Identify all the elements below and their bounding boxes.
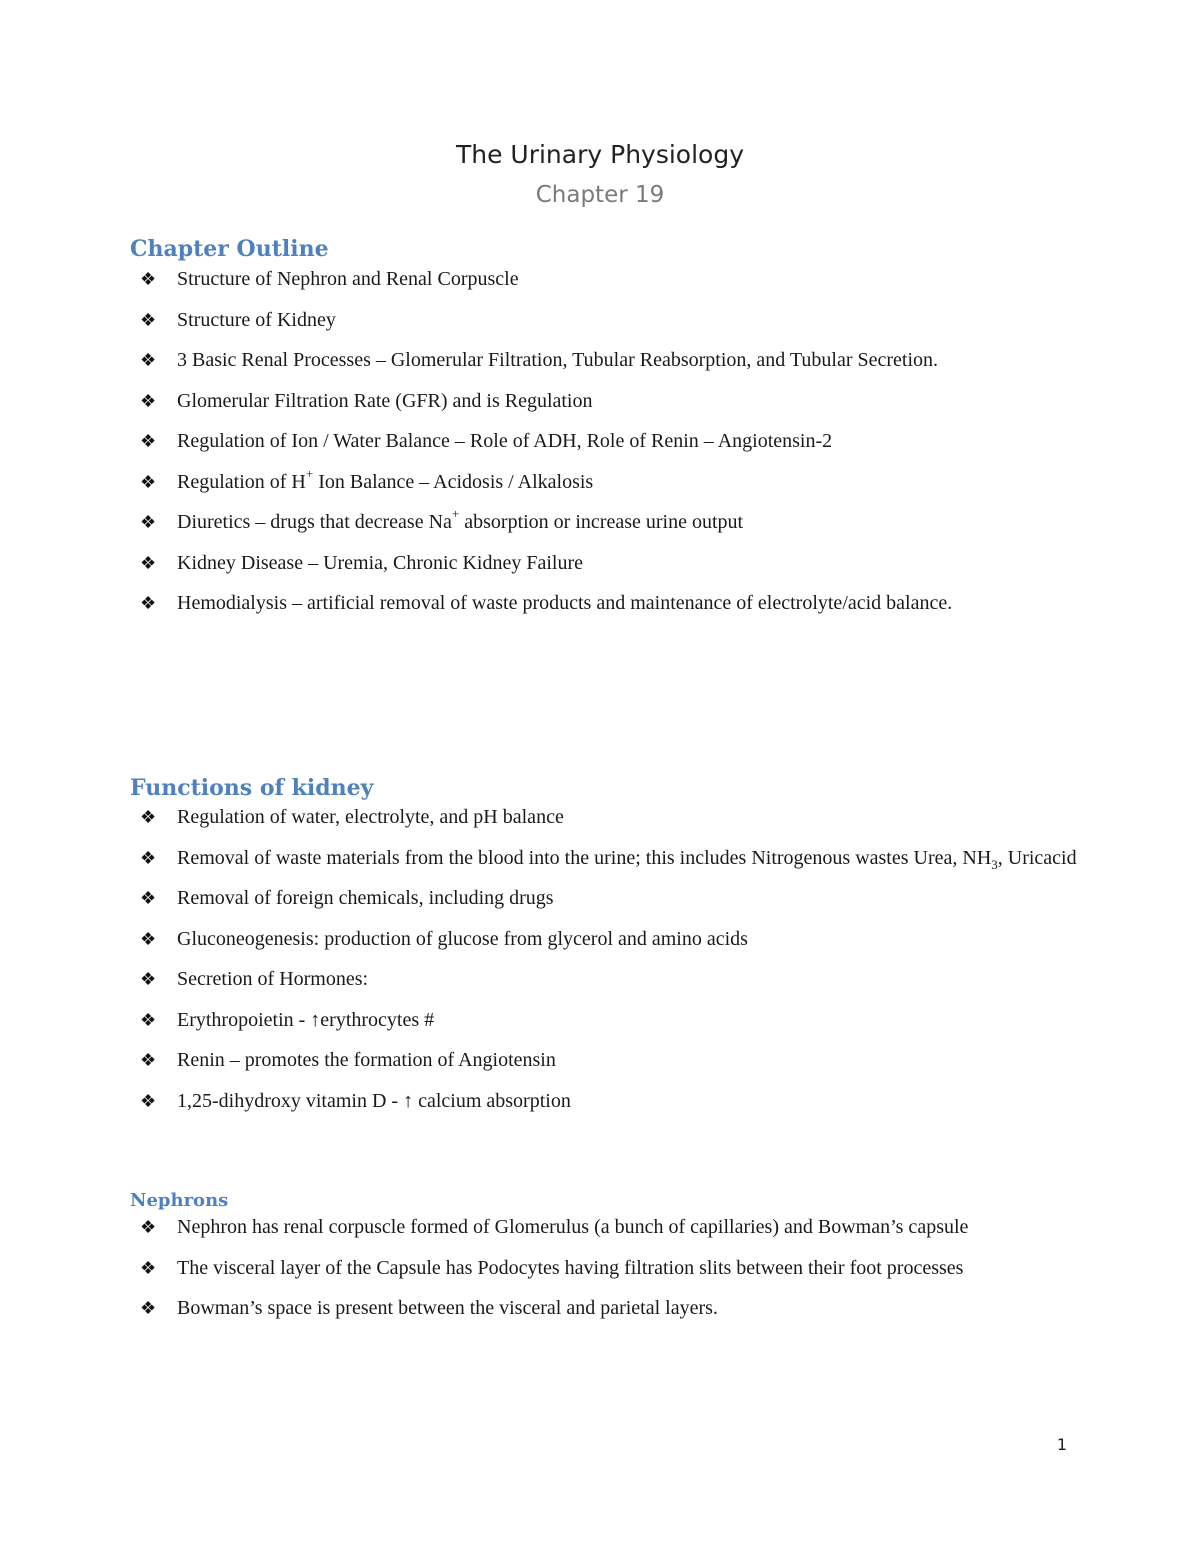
list-item-text: Regulation of water, electrolyte, and pH balance xyxy=(177,806,564,828)
list-item-text: Gluconeogenesis: production of glucose from glycerol and amino acids xyxy=(177,927,748,950)
list-item xyxy=(140,381,1080,422)
diamond-bullet-icon: ❖ xyxy=(140,350,157,370)
diamond-bullet-icon: ❖ xyxy=(140,928,157,949)
list-item xyxy=(140,1000,1080,1041)
diamond-bullet-icon: ❖ xyxy=(140,1009,157,1030)
list-item xyxy=(140,421,1080,462)
list-item-text: 3 Basic Renal Processes – Glomerular Filtration, Tubular Reabsorption, and Tubular Secretion. xyxy=(177,349,939,371)
diamond-bullet-icon: ❖ xyxy=(140,552,157,573)
list-item-text: Hemodialysis – artificial removal of waste products and maintenance of electrolyte/acid balance. xyxy=(177,592,953,614)
list-item-text: Glomerular Filtration Rate (GFR) and is Regulation xyxy=(177,389,593,412)
superscript: + xyxy=(451,506,460,522)
list-item-text: The visceral layer of the Capsule has Podocytes having filtration slits between their foot processes xyxy=(177,1256,964,1279)
list-item-text: absorption or increase urine output xyxy=(459,511,744,533)
list-item-text: Removal of foreign chemicals, including drugs xyxy=(177,887,554,909)
list-item xyxy=(140,1207,1080,1248)
superscript: + xyxy=(305,465,314,481)
list-item-text: Ion Balance – Acidosis / Alkalosis xyxy=(313,470,594,493)
list-item xyxy=(140,797,1080,838)
list-item-text: Kidney Disease – Uremia, Chronic Kidney Failure xyxy=(177,551,584,574)
list-item-text: Structure of Nephron and Renal Corpuscle xyxy=(177,268,519,290)
list-item-text: Secretion of Hormones: xyxy=(177,968,369,990)
diamond-bullet-icon: ❖ xyxy=(140,969,157,989)
document-subtitle: Chapter 19 xyxy=(535,182,665,208)
list-item-text: Nephron has renal corpuscle formed of Glomerulus (a bunch of capillaries) and Bowman’s capsule xyxy=(177,1216,969,1238)
diamond-bullet-icon: ❖ xyxy=(140,888,157,908)
diamond-bullet-icon: ❖ xyxy=(140,512,157,532)
list-item xyxy=(140,502,1080,543)
list-item xyxy=(140,919,1080,960)
diamond-bullet-icon: ❖ xyxy=(140,807,157,827)
list-item xyxy=(140,1081,1080,1122)
diamond-bullet-icon: ❖ xyxy=(140,431,157,451)
section-heading-chapter-outline: Chapter Outline xyxy=(130,236,329,262)
list-item xyxy=(140,300,1080,341)
section-heading-functions-of-kidney: Functions of kidney xyxy=(130,775,374,801)
list-item xyxy=(140,583,1080,624)
list-item xyxy=(140,959,1080,1000)
list-item-text: , Uricacid xyxy=(997,846,1077,869)
diamond-bullet-icon: ❖ xyxy=(140,593,157,613)
list-item xyxy=(140,878,1080,919)
diamond-bullet-icon: ❖ xyxy=(140,1090,157,1111)
list-item-text: Bowman’s space is present between the visceral and parietal layers. xyxy=(177,1297,718,1319)
list-item xyxy=(140,1248,1080,1289)
diamond-bullet-icon: ❖ xyxy=(140,1050,157,1070)
functions-list xyxy=(140,797,1080,1121)
list-item-text: Removal of waste materials from the blood into the urine; this includes Nitrogenous wastes Urea, NH xyxy=(177,846,992,869)
list-item xyxy=(140,838,1080,879)
list-item xyxy=(140,1040,1080,1081)
list-item-text: Regulation of Ion / Water Balance – Role of ADH, Role of Renin – Angiotensin-2 xyxy=(177,430,833,452)
diamond-bullet-icon: ❖ xyxy=(140,1298,157,1318)
list-item-text: Erythropoietin - ↑erythrocytes # xyxy=(177,1008,435,1031)
diamond-bullet-icon: ❖ xyxy=(140,1257,157,1278)
chapter-outline-list xyxy=(140,259,1080,624)
list-item xyxy=(140,259,1080,300)
list-item-text: Diuretics – drugs that decrease Na xyxy=(177,511,452,533)
list-item xyxy=(140,462,1080,503)
section-heading-nephrons: Nephrons xyxy=(130,1190,229,1211)
diamond-bullet-icon: ❖ xyxy=(140,269,157,289)
page-number: 1 xyxy=(1056,1435,1067,1454)
list-item-text: Regulation of H xyxy=(177,470,306,493)
list-item-text: Structure of Kidney xyxy=(177,308,336,331)
nephrons-list xyxy=(140,1207,1080,1329)
list-item xyxy=(140,340,1080,381)
document-title: The Urinary Physiology xyxy=(455,140,745,169)
subscript: 3 xyxy=(991,856,998,872)
list-item-text: Renin – promotes the formation of Angiotensin xyxy=(177,1049,556,1071)
list-item xyxy=(140,543,1080,584)
diamond-bullet-icon: ❖ xyxy=(140,847,157,868)
diamond-bullet-icon: ❖ xyxy=(140,390,157,411)
list-item-text: 1,25-dihydroxy vitamin D - ↑ calcium absorption xyxy=(177,1089,571,1112)
list-item xyxy=(140,1288,1080,1329)
diamond-bullet-icon: ❖ xyxy=(140,471,157,492)
diamond-bullet-icon: ❖ xyxy=(140,309,157,330)
diamond-bullet-icon: ❖ xyxy=(140,1217,157,1237)
